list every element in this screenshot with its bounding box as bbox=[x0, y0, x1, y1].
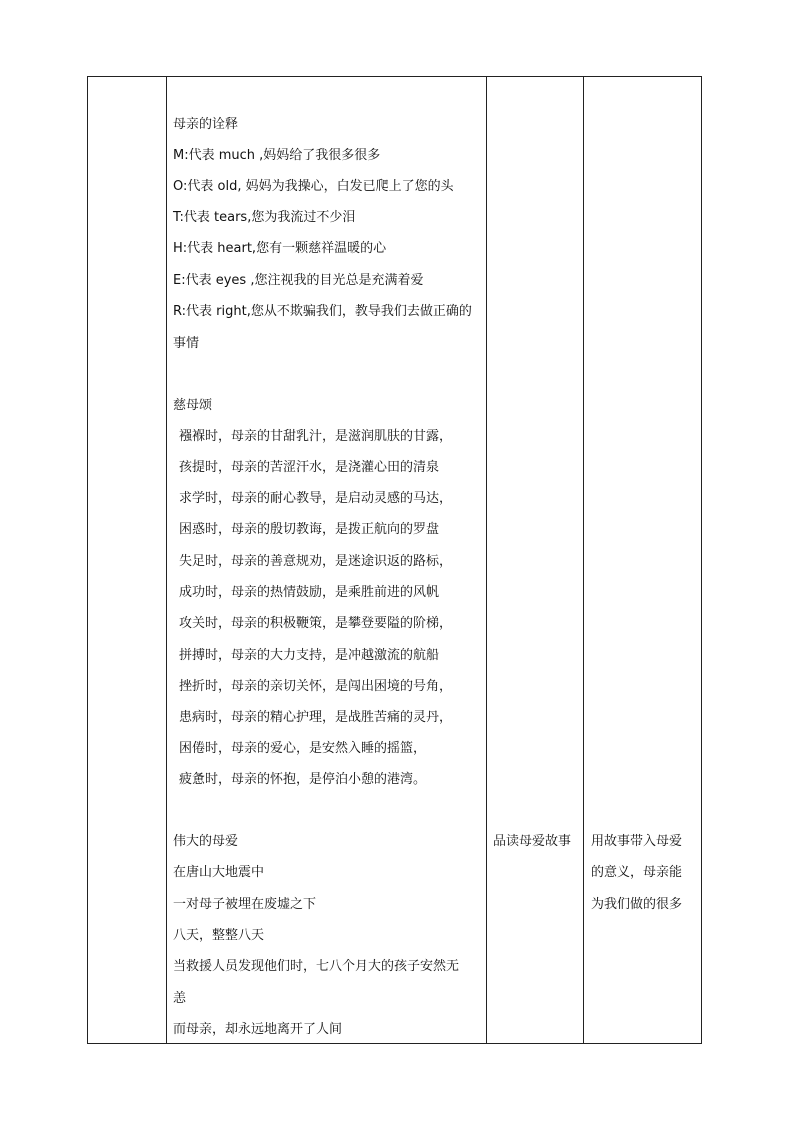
table-row bbox=[88, 77, 702, 1044]
ode-line: 攻关时，母亲的积极鞭策，是攀登要隘的阶梯， bbox=[179, 616, 453, 631]
ode-line: 困倦时，母亲的爱心，是安然入睡的摇篮， bbox=[179, 741, 427, 756]
purpose-line: 为我们做的很多 bbox=[591, 897, 683, 912]
ode-line: 挫折时，母亲的亲切关怀，是闯出困境的号角， bbox=[179, 679, 453, 694]
ode-line: 失足时，母亲的善意规劝，是迷途识返的路标， bbox=[179, 554, 453, 569]
story-title: 伟大的母爱 bbox=[173, 834, 239, 849]
story-line: 恙 bbox=[173, 991, 187, 1006]
ode-line: 成功时，母亲的热情鼓励，是乘胜前进的风帆 bbox=[179, 585, 440, 600]
ode-line: 患病时，母亲的精心护理，是战胜苦痛的灵丹， bbox=[179, 710, 453, 725]
activity-text: 品读母爱故事 bbox=[493, 834, 572, 849]
empty-stage-cell bbox=[88, 77, 167, 1044]
ode-line: 求学时，母亲的耐心教导，是启动灵感的马达， bbox=[179, 491, 453, 506]
acrostic-line: R:代表 right,您从不欺骗我们，教导我们去做正确的 bbox=[173, 304, 472, 319]
acrostic-line: E:代表 eyes ,您注视我的目光总是充满着爱 bbox=[173, 273, 424, 288]
ode-line: 襁褓时，母亲的甘甜乳汁，是滋润肌肤的甘露， bbox=[179, 429, 453, 444]
story-line: 八天，整整八天 bbox=[173, 928, 265, 943]
ode-title: 慈母颂 bbox=[173, 398, 213, 413]
purpose-cell bbox=[584, 77, 702, 1044]
purpose-line: 的意义，母亲能 bbox=[591, 865, 683, 880]
ode-line: 孩提时，母亲的苦涩汗水，是浇灌心田的清泉 bbox=[179, 460, 440, 475]
acrostic-line: 事情 bbox=[173, 336, 200, 351]
acrostic-line: M:代表 much ,妈妈给了我很多很多 bbox=[173, 148, 381, 163]
story-line: 而母亲，却永远地离开了人间 bbox=[173, 1022, 343, 1037]
story-line: 在唐山大地震中 bbox=[173, 865, 265, 880]
acrostic-line: O:代表 old, 妈妈为我操心，白发已爬上了您的头 bbox=[173, 179, 454, 194]
ode-line: 拼搏时，母亲的大力支持，是冲越激流的航船 bbox=[179, 648, 440, 663]
activity-cell bbox=[487, 77, 584, 1044]
story-line: 一对母子被埋在废墟之下 bbox=[173, 897, 317, 912]
purpose-line: 用故事带入母爱 bbox=[591, 834, 683, 849]
story-line: 当救援人员发现他们时，七八个月大的孩子安然无 bbox=[173, 959, 460, 974]
ode-line: 困惑时，母亲的殷切教诲，是拨正航向的罗盘 bbox=[179, 522, 440, 537]
acrostic-line: T:代表 tears,您为我流过不少泪 bbox=[173, 210, 356, 225]
ode-line: 疲惫时，母亲的怀抱，是停泊小憩的港湾。 bbox=[179, 772, 427, 787]
lesson-plan-table bbox=[87, 76, 702, 1044]
acrostic-title: 母亲的诠释 bbox=[173, 117, 239, 132]
acrostic-line: H:代表 heart,您有一颗慈祥温暖的心 bbox=[173, 241, 387, 256]
content-cell bbox=[167, 77, 487, 1044]
